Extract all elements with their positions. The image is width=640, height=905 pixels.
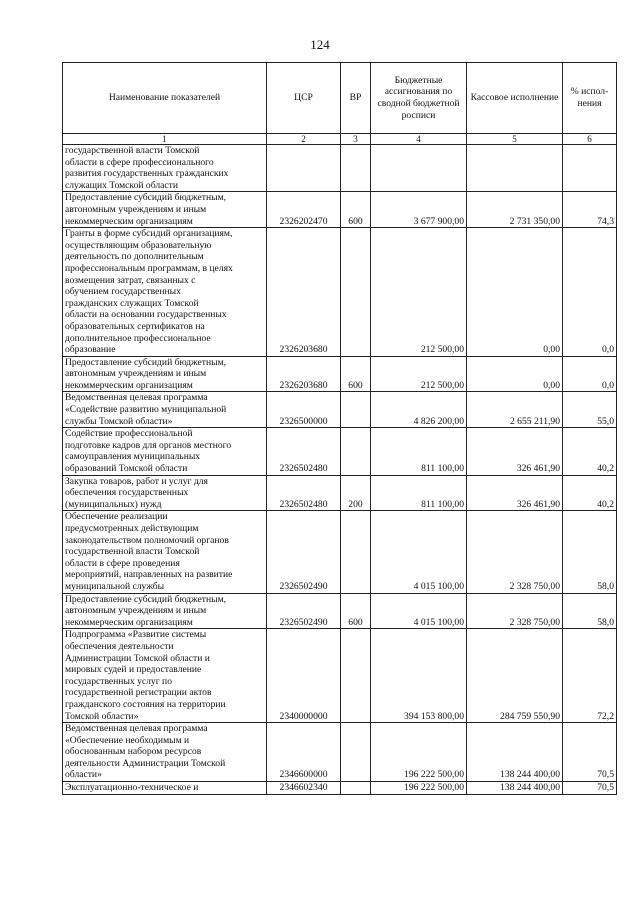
csr-code: 2326502490 bbox=[267, 511, 341, 593]
cash-execution: 326 461,90 bbox=[467, 428, 563, 475]
execution-percent: 58,0 bbox=[563, 511, 617, 593]
column-number: 5 bbox=[467, 134, 563, 145]
indicator-name bbox=[63, 593, 267, 629]
execution-percent: 0,0 bbox=[563, 228, 617, 357]
cash-execution: 138 244 400,00 bbox=[467, 723, 563, 782]
vr-code bbox=[341, 511, 371, 593]
header-budget: Бюджетные ассигнования по сводной бюджетной росписи bbox=[371, 63, 467, 134]
indicator-name-text: Предоставление субсидий бюджетным, автономным учреждениям и иным некоммерческим организациям bbox=[65, 192, 227, 227]
csr-code: 2326502480 bbox=[267, 475, 341, 511]
indicator-name bbox=[63, 356, 267, 392]
column-number-row bbox=[63, 134, 617, 145]
column-number: 4 bbox=[371, 134, 467, 145]
cash-execution: 138 244 400,00 bbox=[467, 782, 563, 795]
csr-code: 2326502490 bbox=[267, 593, 341, 629]
table-row bbox=[63, 723, 617, 782]
vr-code bbox=[341, 782, 371, 795]
cash-execution: 0,00 bbox=[467, 356, 563, 392]
header-percent: % испол-нения bbox=[563, 63, 617, 134]
header-vr: ВР bbox=[341, 63, 371, 134]
table-row bbox=[63, 192, 617, 228]
indicator-name-text: Ведомственная целевая программа «Обеспечение необходимым и обоснованным набором ресурсов деятельности Администрации Томской области» bbox=[65, 723, 226, 781]
header-name: Наименование показателей bbox=[63, 63, 267, 134]
vr-code bbox=[341, 145, 371, 192]
table-row bbox=[63, 629, 617, 723]
indicator-name bbox=[63, 428, 267, 475]
vr-code: 600 bbox=[341, 593, 371, 629]
cash-execution: 2 328 750,00 bbox=[467, 511, 563, 593]
table-row bbox=[63, 475, 617, 511]
table-row bbox=[63, 228, 617, 357]
table-row bbox=[63, 392, 617, 428]
indicator-name bbox=[63, 192, 267, 228]
header-cash: Кассовое исполнение bbox=[467, 63, 563, 134]
column-number: 2 bbox=[267, 134, 341, 145]
cash-execution bbox=[467, 145, 563, 192]
execution-percent: 70,5 bbox=[563, 782, 617, 795]
indicator-name bbox=[63, 629, 267, 723]
budget-amount: 4 015 100,00 bbox=[371, 511, 467, 593]
indicator-name bbox=[63, 475, 267, 511]
budget-amount: 196 222 500,00 bbox=[371, 723, 467, 782]
indicator-name-text: государственной власти Томской области в сфере профессионального развития государственных гражданских служащих Томской области bbox=[65, 145, 229, 191]
table-row bbox=[63, 782, 617, 795]
indicator-name bbox=[63, 228, 267, 357]
indicator-name bbox=[63, 511, 267, 593]
execution-percent: 70,5 bbox=[563, 723, 617, 782]
column-number: 6 bbox=[563, 134, 617, 145]
cash-execution: 2 731 350,00 bbox=[467, 192, 563, 228]
budget-amount: 196 222 500,00 bbox=[371, 782, 467, 795]
indicator-name-text: Ведомственная целевая программа «Содействие развитию муниципальной службы Томской области» bbox=[65, 392, 227, 427]
cash-execution: 284 759 550,90 bbox=[467, 629, 563, 723]
csr-code bbox=[267, 145, 341, 192]
budget-amount: 3 677 900,00 bbox=[371, 192, 467, 228]
indicator-name bbox=[63, 145, 267, 192]
execution-percent: 55,0 bbox=[563, 392, 617, 428]
csr-code: 2326203680 bbox=[267, 356, 341, 392]
vr-code bbox=[341, 428, 371, 475]
indicator-name-text: Гранты в форме субсидий организациям, осуществляющим образовательную деятельность по дополнительным профессиональным программам, в целях возмещения затрат, связанных с обучением государственных гражданских служащих Томской области на основании государственных образовательных сертификатов на дополнительное профессиональное образование bbox=[65, 228, 233, 356]
execution-percent: 40,2 bbox=[563, 475, 617, 511]
table-row bbox=[63, 145, 617, 192]
header-csr: ЦСР bbox=[267, 63, 341, 134]
execution-percent: 72,2 bbox=[563, 629, 617, 723]
budget-amount bbox=[371, 145, 467, 192]
execution-percent: 40,2 bbox=[563, 428, 617, 475]
budget-amount: 4 826 200,00 bbox=[371, 392, 467, 428]
csr-code: 2346600000 bbox=[267, 723, 341, 782]
table-header-row bbox=[63, 63, 617, 134]
cash-execution: 2 328 750,00 bbox=[467, 593, 563, 629]
execution-percent: 0,0 bbox=[563, 356, 617, 392]
vr-code: 600 bbox=[341, 356, 371, 392]
budget-amount: 394 153 800,00 bbox=[371, 629, 467, 723]
indicator-name-text: Содействие профессиональной подготовке кадров для органов местного самоуправления муниципальных образований Томской области bbox=[65, 428, 232, 475]
table-row bbox=[63, 511, 617, 593]
indicator-name-text: Подпрограмма «Развитие системы обеспечения деятельности Администрации Томской области и мировых судей и предоставление государственных услуг по государственной регистрации актов гражданского состояния на территории Томской области» bbox=[65, 629, 226, 722]
execution-percent: 58,0 bbox=[563, 593, 617, 629]
csr-code: 2326500000 bbox=[267, 392, 341, 428]
cash-execution: 2 655 211,90 bbox=[467, 392, 563, 428]
table-row bbox=[63, 356, 617, 392]
indicator-name-text: Обеспечение реализации предусмотренных действующим законодательством полномочий органов государственной власти Томской области в сфере проведения мероприятий, направленных на развитие муниципальной службы bbox=[65, 511, 233, 592]
indicator-name bbox=[63, 392, 267, 428]
execution-percent: 74,3 bbox=[563, 192, 617, 228]
vr-code bbox=[341, 629, 371, 723]
column-number: 1 bbox=[63, 134, 267, 145]
csr-code: 2326203680 bbox=[267, 228, 341, 357]
csr-code: 2340000000 bbox=[267, 629, 341, 723]
indicator-name-text: Эксплуатационно-техническое и bbox=[65, 782, 199, 794]
csr-code: 2346602340 bbox=[267, 782, 341, 795]
vr-code bbox=[341, 723, 371, 782]
budget-amount: 811 100,00 bbox=[371, 428, 467, 475]
csr-code: 2326202470 bbox=[267, 192, 341, 228]
vr-code: 600 bbox=[341, 192, 371, 228]
column-number: 3 bbox=[341, 134, 371, 145]
budget-amount: 212 500,00 bbox=[371, 356, 467, 392]
indicator-name-text: Предоставление субсидий бюджетным, автономным учреждениям и иным некоммерческим организациям bbox=[65, 593, 227, 628]
cash-execution: 0,00 bbox=[467, 228, 563, 357]
budget-amount: 4 015 100,00 bbox=[371, 593, 467, 629]
indicator-name bbox=[63, 723, 267, 782]
cash-execution: 326 461,90 bbox=[467, 475, 563, 511]
budget-amount: 811 100,00 bbox=[371, 475, 467, 511]
indicator-name bbox=[63, 782, 267, 795]
execution-percent bbox=[563, 145, 617, 192]
vr-code bbox=[341, 392, 371, 428]
indicator-name-text: Предоставление субсидий бюджетным, автономным учреждениям и иным некоммерческим организациям bbox=[65, 356, 227, 391]
table-row bbox=[63, 593, 617, 629]
page-number: 124 bbox=[310, 37, 330, 52]
budget-amount: 212 500,00 bbox=[371, 228, 467, 357]
table-row bbox=[63, 428, 617, 475]
vr-code bbox=[341, 228, 371, 357]
csr-code: 2326502480 bbox=[267, 428, 341, 475]
indicator-name-text: Закупка товаров, работ и услуг для обеспечения государственных (муниципальных) нужд bbox=[65, 475, 208, 510]
budget-execution-table bbox=[62, 62, 617, 795]
vr-code: 200 bbox=[341, 475, 371, 511]
